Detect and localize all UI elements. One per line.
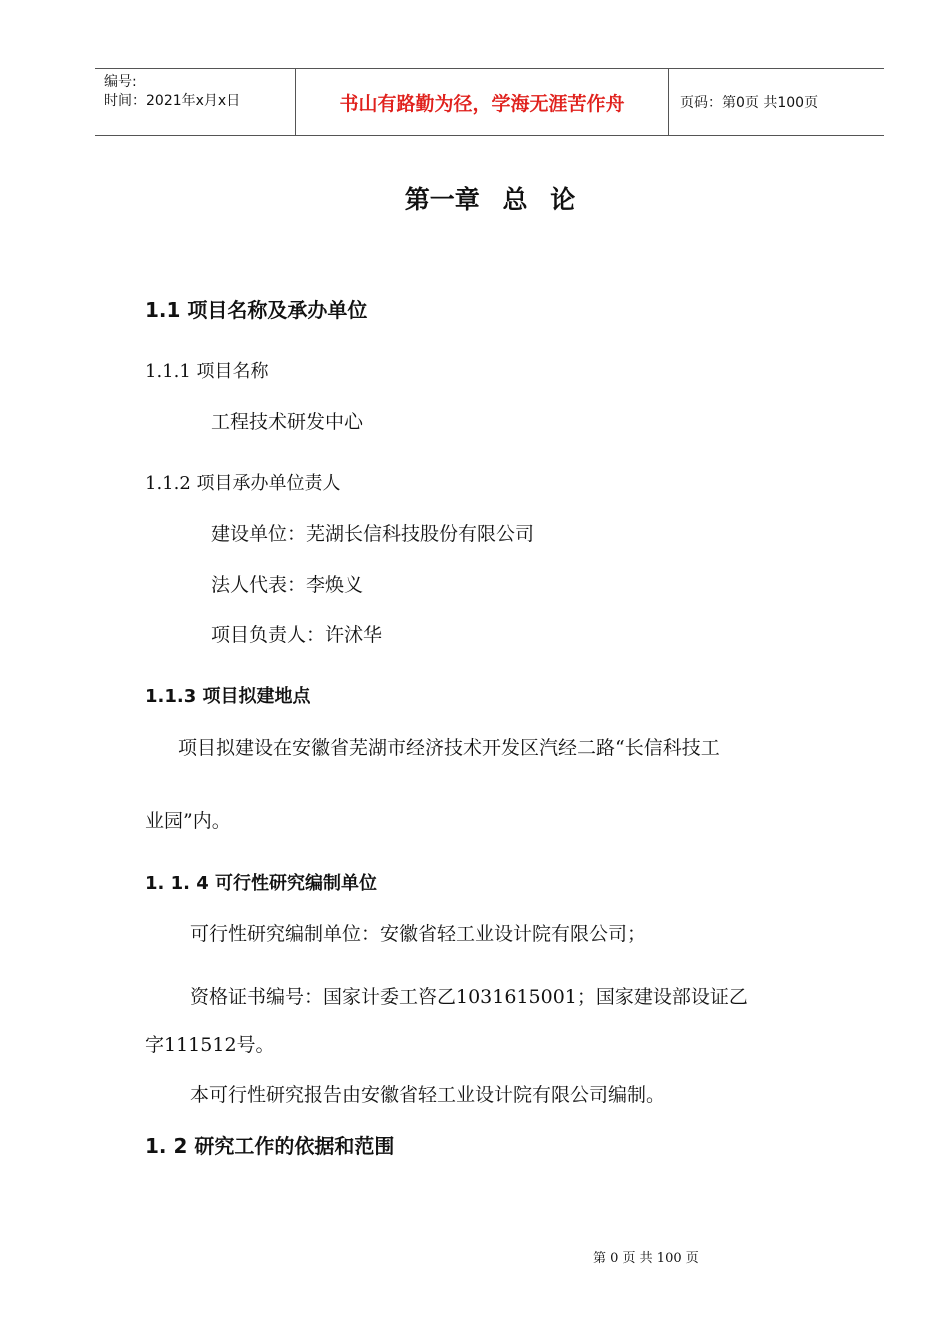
motto-text: 书山有路勤为径，学海无涯苦作舟 — [339, 92, 625, 115]
section-1-1-4-heading: 1. 1. 4 可行性研究编制单位 — [145, 873, 378, 894]
header-meta-cell — [95, 69, 296, 135]
page-info-cell — [669, 69, 884, 135]
page-info-text: 页码：第0页 共100页 — [680, 95, 819, 111]
builder-text: 建设单位：芜湖长信科技股份有限公司 — [211, 523, 535, 545]
location-line-1: 项目拟建设在安徽省芜湖市经济技术开发区汽经二路“长信科技工 — [178, 737, 720, 759]
project-name-text: 工程技术研发中心 — [211, 411, 364, 433]
project-lead-text: 项目负责人：许沭华 — [211, 624, 383, 646]
compiler-text: 可行性研究编制单位：安徽省轻工业设计院有限公司； — [190, 923, 647, 945]
header-table — [95, 68, 884, 136]
section-1-1-2-heading: 1.1.2 项目承办单位责人 — [145, 473, 341, 494]
chapter-title: 第一章 总 论 — [404, 185, 576, 214]
section-1-1-1-heading: 1.1.1 项目名称 — [145, 361, 269, 382]
cert-line-2: 字111512号。 — [145, 1034, 275, 1056]
time-label: 时间：2021年x月x日 — [104, 93, 241, 109]
legal-rep-text: 法人代表：李焕义 — [211, 574, 364, 596]
footer-page-number: 第 0 页 共 100 页 — [593, 1251, 699, 1266]
section-1-2-heading: 1. 2 研究工作的依据和范围 — [145, 1134, 395, 1158]
section-1-1-3-heading: 1.1.3 项目拟建地点 — [145, 686, 311, 707]
motto-cell — [296, 69, 669, 135]
report-note-text: 本可行性研究报告由安徽省轻工业设计院有限公司编制。 — [190, 1084, 666, 1106]
location-line-2: 业园”内。 — [145, 810, 231, 832]
section-1-1-heading: 1.1 项目名称及承办单位 — [145, 298, 368, 322]
number-label: 编号: — [104, 74, 137, 90]
cert-line-1: 资格证书编号：国家计委工咨乙1031615001；国家建设部设证乙 — [190, 986, 748, 1008]
